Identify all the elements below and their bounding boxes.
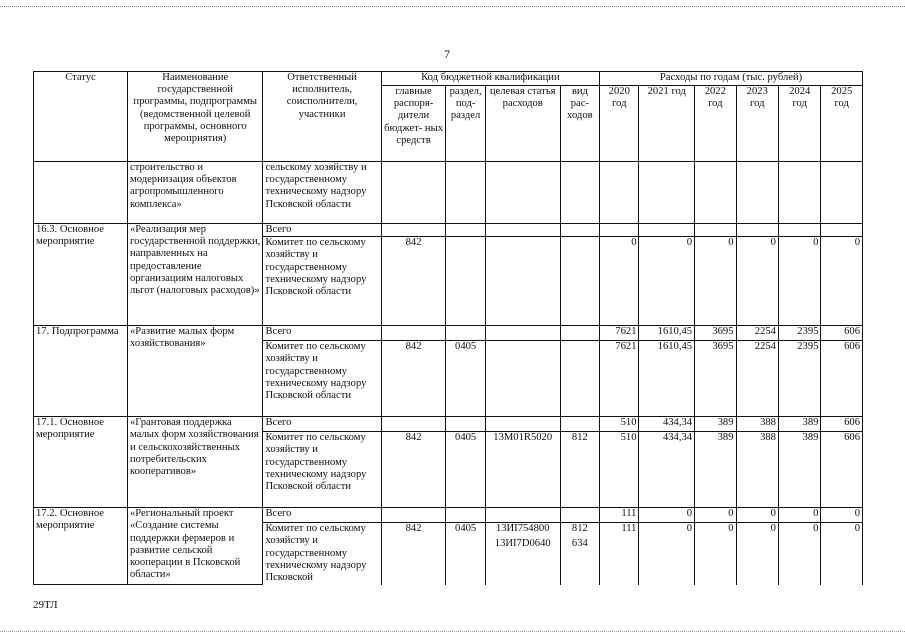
header-name: Наименование государственной программы, подпрограммы (ведомственной целевой программы, основного мероприятия) <box>128 72 263 162</box>
header-year-2023: 2023 год <box>736 86 778 162</box>
grbs-value: 842 <box>381 237 446 326</box>
type-line-2: 634 <box>571 538 588 550</box>
header-type: вид рас- ходов <box>560 86 599 162</box>
header-expenses: Расходы по годам (тыс. рублей) <box>600 72 863 86</box>
grbs-value: 842 <box>381 341 446 417</box>
value-2023: 0 <box>736 237 778 326</box>
total-2021: 0 <box>639 508 695 523</box>
target-value <box>485 523 560 585</box>
value-2024: 0 <box>778 523 820 585</box>
table-row <box>34 326 863 341</box>
total-2025: 0 <box>821 508 863 523</box>
header-budget-code: Код бюджетной квалификации <box>381 72 599 86</box>
value-2020: 7621 <box>600 341 639 417</box>
type-line-1: 812 <box>571 523 588 535</box>
status-17: 17. Подпрограмма <box>34 326 128 417</box>
header-target: целевая статья расходов <box>485 86 560 162</box>
name-17-2: «Региональный проект «Создание системы поддержки фермеров и развитие сельской кооперации в Псковской области» <box>128 508 263 585</box>
continuation-responsible: сельскому хозяйству и государственному техническому надзору Псковской области <box>263 162 381 224</box>
header-year-2020: 2020 год <box>600 86 639 162</box>
total-2022: 0 <box>695 508 736 523</box>
value-2024: 0 <box>778 237 820 326</box>
status-16-3: 16.3. Основное мероприятие <box>34 224 128 326</box>
value-2020: 111 <box>600 523 639 585</box>
responsible-committee: Комитет по сельскому хозяйству и государственному техническому надзору Псковской <box>263 523 381 585</box>
grbs-value: 842 <box>381 432 446 508</box>
table-row <box>34 508 863 523</box>
value-2024: 389 <box>778 432 820 508</box>
total-2022: 3695 <box>695 326 736 341</box>
section-value: 0405 <box>446 341 485 417</box>
grbs-value: 842 <box>381 523 446 585</box>
status-17-1: 17.1. Основное мероприятие <box>34 417 128 508</box>
table-row <box>34 417 863 432</box>
section-value: 0405 <box>446 432 485 508</box>
table-row <box>34 224 863 237</box>
responsible-committee: Комитет по сельскому хозяйству и государственному техническому надзору Псковской области <box>263 432 381 508</box>
bottom-border <box>0 631 905 632</box>
total-2020: 7621 <box>600 326 639 341</box>
total-2021: 1610,45 <box>639 326 695 341</box>
value-2021: 1610,45 <box>639 341 695 417</box>
name-17-1: «Грантовая поддержка малых форм хозяйствования и сельскохозяйственных потребительских кооперативов» <box>128 417 263 508</box>
value-2023: 2254 <box>736 341 778 417</box>
section-value: 0405 <box>446 523 485 585</box>
value-2020: 0 <box>600 237 639 326</box>
value-2025: 606 <box>821 341 863 417</box>
header-responsible: Ответственный исполнитель, соисполнители, участники <box>263 72 381 162</box>
header-row-1 <box>34 72 863 86</box>
header-year-2022: 2022 год <box>695 86 736 162</box>
value-2022: 0 <box>695 523 736 585</box>
name-16-3: «Реализация мер государственной поддержки, направленных на предоставление организациям налоговых льгот (налоговых расходов)» <box>128 224 263 326</box>
total-2020: 111 <box>600 508 639 523</box>
total-2020: 510 <box>600 417 639 432</box>
value-2023: 0 <box>736 523 778 585</box>
total-2024: 389 <box>778 417 820 432</box>
type-value: 812 <box>560 432 599 508</box>
total-2022: 389 <box>695 417 736 432</box>
header-grbs: главные распоря- дители бюджет- ных средств <box>381 86 446 162</box>
value-2021: 0 <box>639 523 695 585</box>
continuation-name: строительство и модернизация объектов агропромышленного комплекса» <box>128 162 263 224</box>
total-2025: 606 <box>821 417 863 432</box>
total-2024: 0 <box>778 508 820 523</box>
value-2024: 2395 <box>778 341 820 417</box>
value-2025: 606 <box>821 432 863 508</box>
top-border <box>0 6 905 7</box>
total-2024: 2395 <box>778 326 820 341</box>
value-2025: 0 <box>821 237 863 326</box>
responsible-committee: Комитет по сельскому хозяйству и государственному техническому надзору Псковской области <box>263 341 381 417</box>
header-year-2025: 2025 год <box>821 86 863 162</box>
header-year-2021: 2021 год <box>639 86 695 162</box>
page-number: 7 <box>444 47 450 61</box>
continuation-row <box>34 162 863 224</box>
target-line-1: 13ИI754800 <box>495 523 550 535</box>
value-2025: 0 <box>821 523 863 585</box>
total-label: Всего <box>263 417 381 432</box>
total-label: Всего <box>263 224 381 237</box>
total-label: Всего <box>263 326 381 341</box>
value-2023: 388 <box>736 432 778 508</box>
value-2022: 389 <box>695 432 736 508</box>
type-value <box>560 523 599 585</box>
budget-table <box>33 71 863 585</box>
total-label: Всего <box>263 508 381 523</box>
total-2023: 0 <box>736 508 778 523</box>
value-2021: 0 <box>639 237 695 326</box>
total-2023: 388 <box>736 417 778 432</box>
header-year-2024: 2024 год <box>778 86 820 162</box>
responsible-committee: Комитет по сельскому хозяйству и государственному техническому надзору Псковской области <box>263 237 381 326</box>
value-2021: 434,34 <box>639 432 695 508</box>
name-17: «Развитие малых форм хозяйствования» <box>128 326 263 417</box>
total-2023: 2254 <box>736 326 778 341</box>
target-value: 13М01R5020 <box>485 432 560 508</box>
target-line-2: 13ИI7D0640 <box>494 538 551 550</box>
footer-code: 29ТЛ <box>33 599 58 611</box>
header-status: Статус <box>34 72 128 162</box>
value-2022: 0 <box>695 237 736 326</box>
total-2021: 434,34 <box>639 417 695 432</box>
total-2025: 606 <box>821 326 863 341</box>
value-2022: 3695 <box>695 341 736 417</box>
status-17-2: 17.2. Основное мероприятие <box>34 508 128 585</box>
header-section: раздел, под- раздел <box>446 86 485 162</box>
value-2020: 510 <box>600 432 639 508</box>
